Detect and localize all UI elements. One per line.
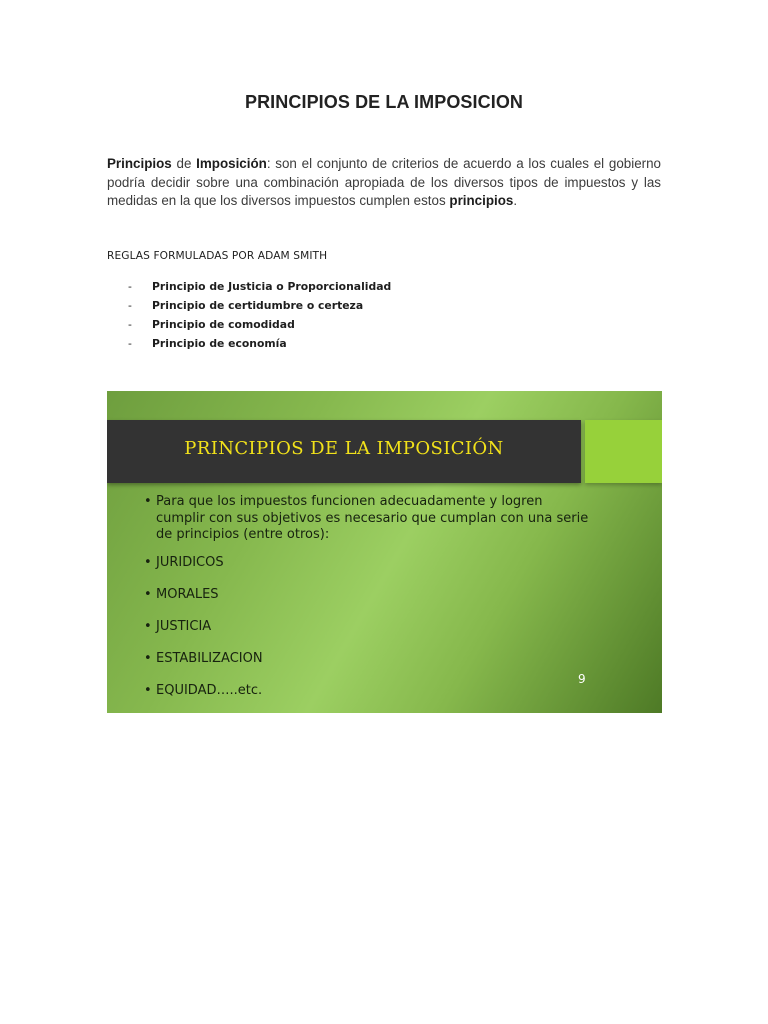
slide-title-bar [107,420,581,483]
bullet-icon: • [144,650,152,666]
rule-item [107,298,391,317]
slide-image [107,391,662,713]
slide-bullet-item [144,619,589,636]
intro-term-principios: Principios [107,156,172,171]
rule-dash: - [128,318,132,331]
slide-item-text: MORALES [156,586,219,602]
slide-title: PRINCIPIOS DE LA IMPOSICIÓN [184,438,504,459]
intro-body: : son el conjunto de criterios de acuerdo a los cuales el gobierno podría decidir sobre una combinación apropiada de los diversos tipos de impuestos y las medidas en la que los diversos impuestos cumplen estos [107,156,661,208]
rule-text: Principio de comodidad [152,318,295,331]
rule-item [107,336,391,355]
bullet-icon: • [144,618,152,634]
intro-term-imposicion: Imposición [196,156,267,171]
slide-item-text: ESTABILIZACION [156,650,263,666]
slide-bullet-item [144,587,589,604]
slide-item-text: JUSTICIA [156,618,212,634]
rules-list [107,279,391,355]
slide-item-text: JURIDICOS [156,554,224,570]
slide-item-text: EQUIDAD…..etc. [156,682,263,698]
bullet-icon: • [144,554,152,570]
rule-dash: - [128,299,132,312]
slide-accent-block [585,420,662,483]
slide-intro-text: Para que los impuestos funcionen adecuadamente y logren cumplir con sus objetivos es necesario que cumplan con una serie de principios (entre otros): [156,494,589,542]
bullet-icon: • [144,682,152,698]
rule-item [107,317,391,336]
slide-page-number: 9 [578,672,586,686]
slide-bullet-item [144,651,589,668]
slide-bullet-item [144,555,589,572]
bullet-icon: • [144,586,152,602]
intro-connector: de [171,156,197,171]
intro-end: . [513,193,518,208]
rule-item [107,279,391,298]
slide-bullet-item [144,683,589,700]
rule-text: Principio de Justicia o Proporcionalidad [152,280,392,293]
rule-text: Principio de certidumbre o certeza [152,299,364,312]
page-title: PRINCIPIOS DE LA IMPOSICION [244,92,524,112]
rule-dash: - [128,280,132,293]
intro-term-principios-end: principios [449,193,514,208]
rule-text: Principio de economía [152,337,287,350]
slide-bullet-list [144,494,589,713]
bullet-icon: • [144,494,152,509]
rules-heading: REGLAS FORMULADAS POR ADAM SMITH [107,250,328,262]
rule-dash: - [128,337,132,350]
slide-intro-bullet [144,494,589,544]
intro-paragraph [107,155,661,211]
